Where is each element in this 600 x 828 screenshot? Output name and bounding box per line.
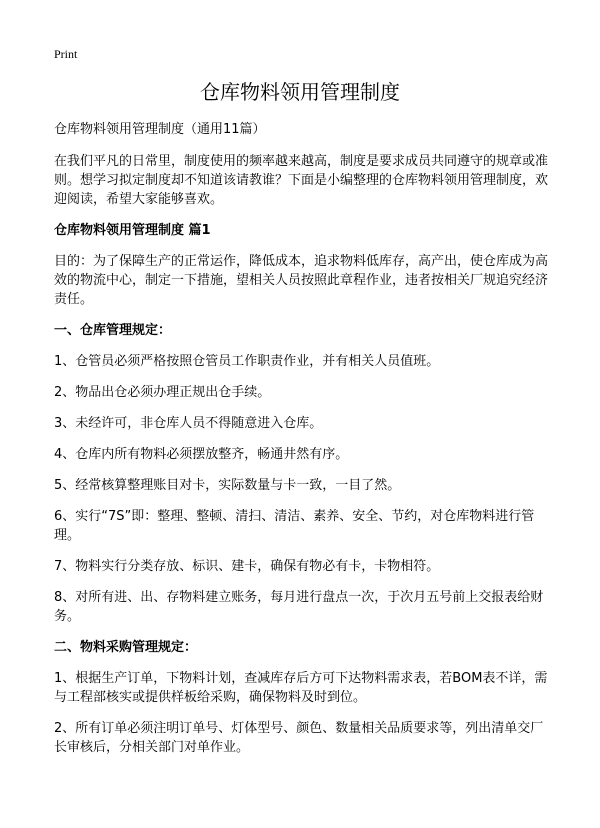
part2-heading: 二、物料采购管理规定： [54, 640, 198, 655]
purpose-paragraph: 目的：为了保障生产的正常运作，降低成本，追求物料低库存，高产出，使仓库成为高效的物流中心，制定一下措施，望相关人员按照此章程作业，违者按相关厂规追究经济责任。 [54, 254, 549, 307]
part1-heading: 一、仓库管理规定： [54, 323, 172, 338]
list-item: 2、物品出仓必须办理正规出仓手续。 [54, 385, 271, 400]
list-item: 4、仓库内所有物料必须摆放整齐，畅通井然有序。 [54, 447, 349, 462]
list-item: 3、未经许可，非仓库人员不得随意进入仓库。 [54, 416, 323, 431]
document-title: 仓库物料领用管理制度 [200, 80, 400, 104]
print-link[interactable]: Print [54, 47, 78, 61]
list-item: 5、经常核算整理账目对卡，实际数量与卡一致，一目了然。 [54, 478, 401, 493]
list-item: 1、仓管员必须严格按照仓管员工作职责作业，并有相关人员值班。 [54, 354, 440, 369]
list-item: 2、所有订单必须注明订单号、灯体型号、颜色、数量相关品质要求等，列出清单交厂长审核后，分相关部门对单作业。 [54, 721, 544, 755]
list-item: 7、物料实行分类存放、标识、建卡，确保有物必有卡，卡物相符。 [54, 559, 440, 574]
list-item: 1、根据生产订单，下物料计划，查减库存后方可下达物料需求表，若BOM表不详，需与工程部核实或提供样板给采购，确保物料及时到位。 [54, 671, 548, 705]
document-body [54, 120, 554, 769]
list-item: 8、对所有进、出、存物料建立账务，每月进行盘点一次，于次月五号前上交报表给财务。 [54, 590, 544, 624]
document-subtitle: 仓库物料领用管理制度（通用11篇） [54, 122, 266, 137]
list-item: 6、实行“7S”即：整理、整顿、清扫、清洁、素养、安全、节约，对仓库物料进行管理。 [54, 509, 535, 543]
intro-paragraph: 在我们平凡的日常里，制度使用的频率越来越高，制度是要求成员共同遵守的规章或准则。想学习拟定制度却不知道该请教谁？下面是小编整理的仓库物料领用管理制度，欢迎阅读，希望大家能够喜欢。 [54, 154, 549, 207]
section-title: 仓库物料领用管理制度 篇1 [54, 223, 211, 238]
